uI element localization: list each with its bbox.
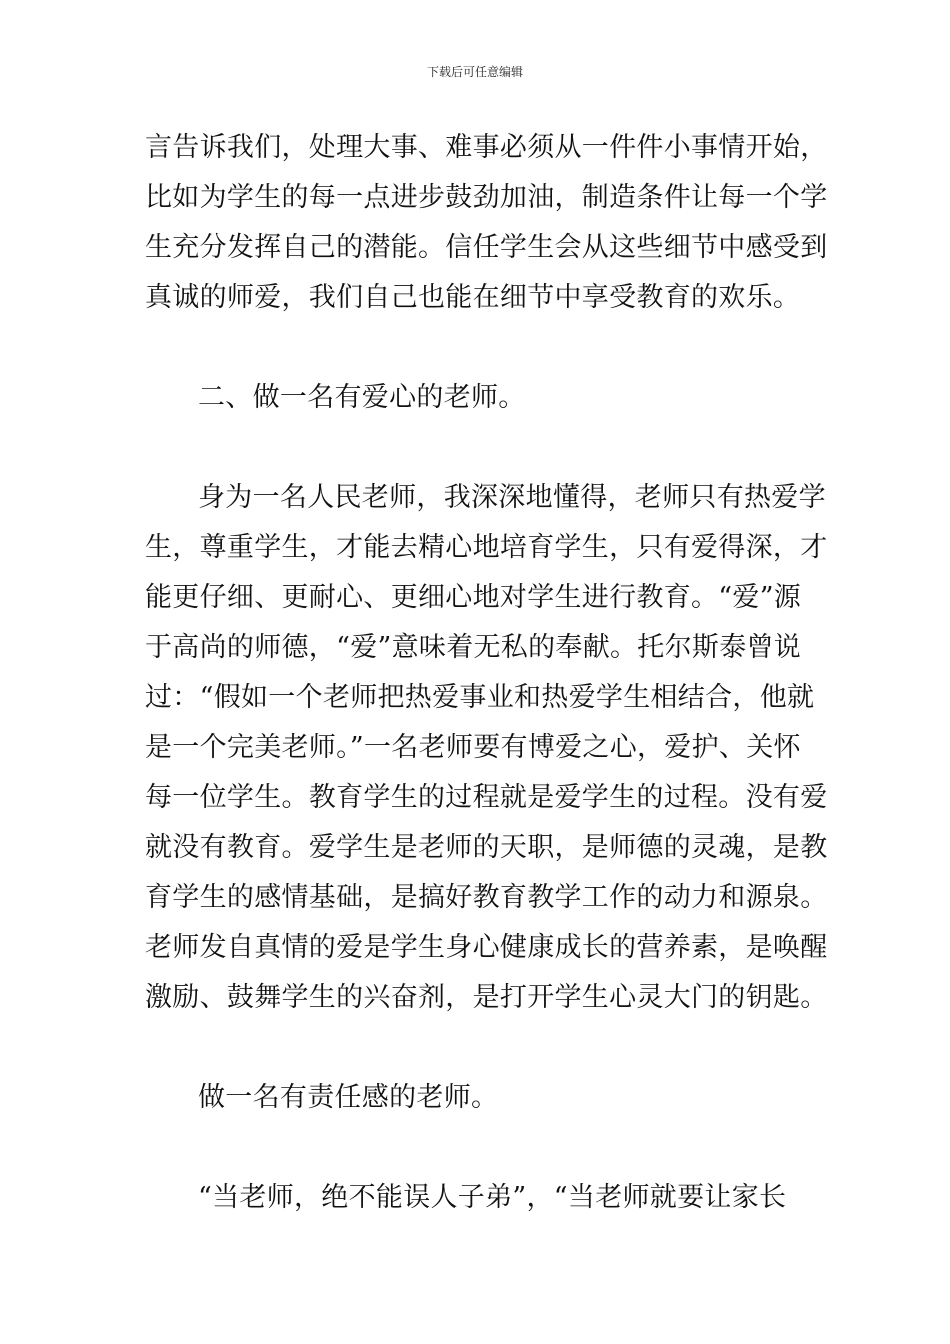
text-line: 育学生的感情基础，是搞好教育教学工作的动力和源泉。 — [145, 882, 828, 913]
section-heading-caring-teacher: 二、做一名有爱心的老师。 — [198, 382, 526, 413]
text-line: 生充分发挥自己的潜能。信任学生会从这些细节中感受到 — [145, 232, 828, 263]
section-heading-responsible-teacher: 做一名有责任感的老师。 — [198, 1082, 499, 1113]
text-line: 是一个完美老师。”一名老师要有博爱之心，爱护、关怀 — [145, 732, 801, 763]
text-line: 言告诉我们，处理大事、难事必须从一件件小事情开始， — [145, 132, 828, 163]
text-line: 比如为学生的每一点进步鼓劲加油，制造条件让每一个学 — [145, 182, 828, 213]
text-line: 每一位学生。教育学生的过程就是爱学生的过程。没有爱 — [145, 782, 828, 813]
text-line: 身为一名人民老师，我深深地懂得，老师只有热爱学 — [198, 482, 826, 513]
text-line: 激励、鼓舞学生的兴奋剂，是打开学生心灵大门的钥匙。 — [145, 982, 828, 1013]
text-line: 真诚的师爱，我们自己也能在细节中享受教育的欢乐。 — [145, 282, 801, 313]
text-line: 老师发自真情的爱是学生身心健康成长的营养素，是唤醒 — [145, 932, 828, 963]
text-line: 能更仔细、更耐心、更细心地对学生进行教育。“爱”源 — [145, 582, 802, 613]
text-line: “当老师，绝不能误人子弟”，“当老师就要让家长 — [198, 1182, 787, 1213]
page-header: 下载后可任意编辑 — [426, 65, 523, 79]
text-line: 于高尚的师德，“爱”意味着无私的奉献。托尔斯泰曾说 — [145, 632, 802, 663]
text-line: 过：“假如一个老师把热爱事业和热爱学生相结合，他就 — [145, 682, 815, 713]
text-line: 生，尊重学生，才能去精心地培育学生，只有爱得深，才 — [145, 532, 828, 563]
text-line: 就没有教育。爱学生是老师的天职，是师德的灵魂，是教 — [145, 832, 828, 863]
